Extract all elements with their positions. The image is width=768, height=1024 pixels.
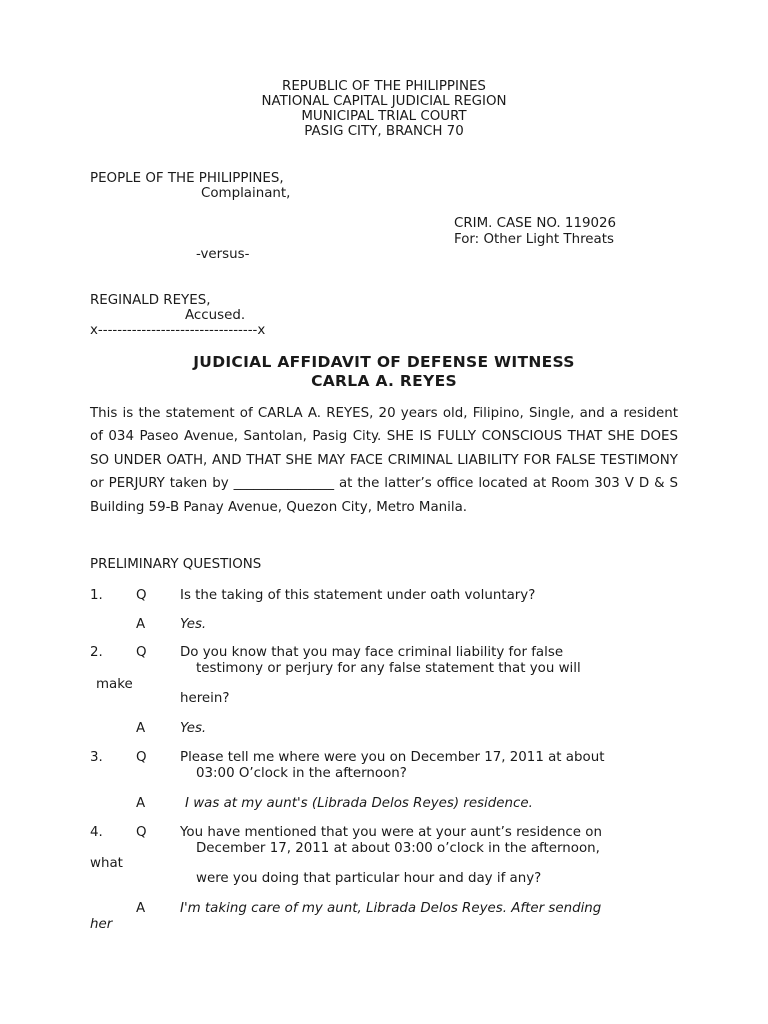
answer-label: A [136, 901, 146, 916]
answer-text: Yes. [180, 721, 207, 736]
document-title: JUDICIAL AFFIDAVIT OF DEFENSE WITNESS [193, 353, 575, 371]
question-text: what [90, 856, 123, 871]
court-header-republic: REPUBLIC OF THE PHILIPPINES [282, 79, 486, 94]
question-text: You have mentioned that you were at your aunt’s residence on [180, 825, 602, 840]
question-text: Do you know that you may face criminal liability for false [180, 645, 564, 660]
case-number: CRIM. CASE NO. 119026 [454, 216, 617, 231]
question-text: testimony or perjury for any false statement that you will [196, 661, 581, 676]
question-label: Q [136, 588, 147, 603]
question-text: herein? [180, 691, 230, 706]
court-header-region: NATIONAL CAPITAL JUDICIAL REGION [261, 94, 507, 109]
complainant-name: PEOPLE OF THE PHILIPPINES, [90, 171, 284, 186]
question-number: 3. [90, 750, 103, 765]
intro-paragraph: This is the statement of CARLA A. REYES, 20 years old, Filipino, Single, and a resident of 034 Paseo Avenue, Santolan, Pasig City. SHE IS FULLY CONSCIOUS THAT SHE DOES SO UNDER OATH, AND THAT SHE MAY FACE CRIMINAL LIABILITY FOR FALSE TESTIMONY or PERJURY taken by _______________ at the latter’s office located at Room 303 V D & S Building 59-B Panay Avenue, Quezon City, Metro Manila. [90, 406, 678, 515]
answer-label: A [136, 721, 146, 736]
answer-text: her [90, 917, 113, 932]
versus-label: -versus- [196, 247, 250, 262]
question-label: Q [136, 645, 147, 660]
answer-text: I was at my aunt's (Librada Delos Reyes) residence. [185, 796, 533, 811]
answer-text: I'm taking care of my aunt, Librada Delos Reyes. After sending [180, 901, 602, 916]
caption-divider: x---------------------------------x [90, 323, 266, 338]
question-number: 2. [90, 645, 103, 660]
answer-label: A [136, 617, 146, 632]
answer-label: A [136, 796, 146, 811]
question-label: Q [136, 825, 147, 840]
question-number: 4. [90, 825, 103, 840]
question-text: Please tell me where were you on December 17, 2011 at about [180, 750, 605, 765]
question-label: Q [136, 750, 147, 765]
question-text: Is the taking of this statement under oath voluntary? [180, 588, 536, 603]
question-text: December 17, 2011 at about 03:00 o’clock in the afternoon, [196, 841, 600, 856]
case-offense: For: Other Light Threats [454, 232, 614, 247]
court-header-branch: PASIG CITY, BRANCH 70 [304, 124, 464, 139]
section-heading: PRELIMINARY QUESTIONS [90, 557, 262, 572]
answer-text: Yes. [180, 617, 207, 632]
witness-name-title: CARLA A. REYES [311, 372, 457, 390]
accused-role: Accused. [185, 308, 246, 323]
accused-name: REGINALD REYES, [90, 293, 211, 308]
question-text: were you doing that particular hour and day if any? [196, 871, 542, 886]
court-header-court: MUNICIPAL TRIAL COURT [301, 109, 467, 124]
question-text: make [96, 677, 133, 692]
question-number: 1. [90, 588, 103, 603]
complainant-role: Complainant, [201, 186, 291, 201]
question-text: 03:00 O’clock in the afternoon? [196, 766, 407, 781]
